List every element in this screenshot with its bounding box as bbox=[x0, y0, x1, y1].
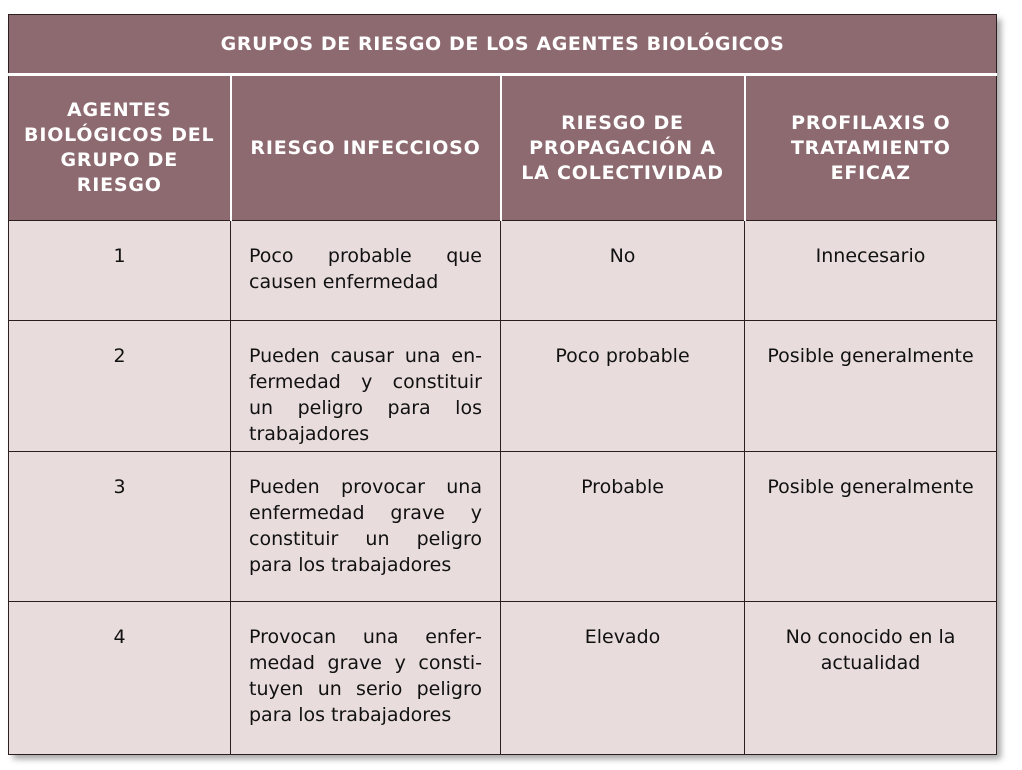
group-cell: 1 bbox=[9, 221, 231, 321]
table-row bbox=[9, 221, 997, 321]
column-header-infectious-risk: RIESGO INFECCIOSO bbox=[231, 75, 501, 221]
table-row bbox=[9, 321, 997, 452]
propagation-risk-cell: Elevado bbox=[501, 602, 745, 755]
propagation-risk-cell: No bbox=[501, 221, 745, 321]
infectious-risk-cell: Pueden causar una enfermedad y constituir un peligro para los trabajadores bbox=[231, 321, 501, 452]
infectious-risk-cell: Pueden provocar una enfermedad grave y constituir un peligro para los trabajadores bbox=[231, 452, 501, 602]
column-header-group: AGENTES BIOLÓGICOS DEL GRUPO DE RIESGO bbox=[9, 75, 231, 221]
group-cell: 4 bbox=[9, 602, 231, 755]
infectious-risk-cell: Poco probable que causen enfermedad bbox=[231, 221, 501, 321]
table-title-row bbox=[9, 15, 997, 75]
propagation-risk-cell: Poco probable bbox=[501, 321, 745, 452]
prophylaxis-cell: Posible generalmente bbox=[745, 321, 997, 452]
prophylaxis-cell: Posible generalmente bbox=[745, 452, 997, 602]
table-title: GRUPOS DE RIESGO DE LOS AGENTES BIOLÓGICOS bbox=[9, 15, 997, 75]
propagation-risk-cell: Probable bbox=[501, 452, 745, 602]
risk-groups-table bbox=[8, 14, 997, 755]
column-header-prophylaxis: PROFILAXIS O TRATAMIENTO EFICAZ bbox=[745, 75, 997, 221]
prophylaxis-cell: Innecesario bbox=[745, 221, 997, 321]
table-row bbox=[9, 452, 997, 602]
table-row bbox=[9, 602, 997, 755]
table-header-row bbox=[9, 75, 997, 221]
column-header-propagation-risk: RIESGO DE PROPAGACIÓN A LA COLECTIVIDAD bbox=[501, 75, 745, 221]
prophylaxis-cell: No conocido en la actualidad bbox=[745, 602, 997, 755]
infectious-risk-cell: Provocan una enfermedad grave y constituyen un serio peligro para los trabajadores bbox=[231, 602, 501, 755]
group-cell: 2 bbox=[9, 321, 231, 452]
group-cell: 3 bbox=[9, 452, 231, 602]
table-frame bbox=[8, 14, 996, 754]
